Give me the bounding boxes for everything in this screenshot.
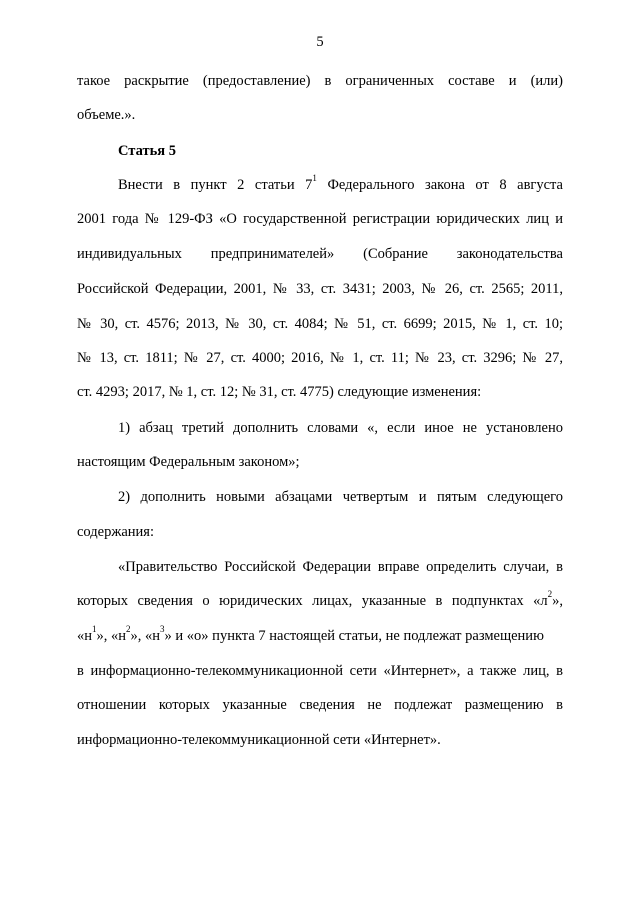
superscript: 2 (126, 624, 131, 635)
text-fragment: », (552, 593, 563, 609)
text-fragment: » и «о» пункта 7 настоящей статьи, не подлежат размещению (164, 628, 544, 644)
text-fragment: которых сведения о юридических лицах, указанные в подпунктах «л (77, 593, 548, 609)
text-line: такое раскрытие (предоставление) в ограниченных составе и (или) (77, 73, 563, 89)
text-fragment: Внести в пункт 2 статьи 7 (118, 177, 313, 193)
article-heading: Статья 5 (118, 143, 176, 159)
text-line: Российской Федерации, 2001, № 33, ст. 3431; 2003, № 26, ст. 2565; 2011, (77, 281, 563, 297)
text-line: 1) абзац третий дополнить словами «, если иное не установлено (118, 420, 563, 436)
text-line: индивидуальных предпринимателей» (Собрание законодательства (77, 246, 563, 262)
text-line: информационно-телекоммуникационной сети «Интернет». (77, 732, 441, 748)
text-line (77, 626, 563, 646)
text-line: № 13, ст. 1811; № 27, ст. 4000; 2016, № 1, ст. 11; № 23, ст. 3296; № 27, (77, 350, 563, 366)
text-line: 2) дополнить новыми абзацами четвертым и пятым следующего (118, 489, 563, 505)
text-fragment: Федерального закона от 8 августа (316, 177, 563, 193)
text-line: ст. 4293; 2017, № 1, ст. 12; № 31, ст. 4775) следующие изменения: (77, 384, 482, 400)
text-fragment: », «н (130, 628, 161, 644)
superscript: 3 (160, 624, 165, 635)
superscript: 2 (547, 589, 553, 600)
text-line: «Правительство Российской Федерации вправе определить случаи, в (118, 559, 563, 575)
text-line: настоящим Федеральным законом»; (77, 454, 300, 470)
text-line: в информационно-телекоммуникационной сети «Интернет», а также лиц, в (77, 663, 563, 679)
text-fragment: «н (77, 628, 93, 644)
text-line: № 30, ст. 4576; 2013, № 30, ст. 4084; № 51, ст. 6699; 2015, № 1, ст. 10; (77, 316, 563, 332)
text-line: содержания: (77, 524, 155, 540)
page-number: 5 (316, 34, 324, 50)
text-fragment: », «н (96, 628, 127, 644)
superscript: 1 (312, 173, 317, 184)
superscript: 1 (92, 624, 97, 635)
text-line: 2001 года № 129-ФЗ «О государственной регистрации юридических лиц и (77, 211, 563, 227)
text-line: отношении которых указанные сведения не подлежат размещению в (77, 697, 563, 713)
text-line (118, 175, 563, 195)
text-line (77, 591, 563, 611)
text-line: объеме.». (77, 107, 136, 123)
